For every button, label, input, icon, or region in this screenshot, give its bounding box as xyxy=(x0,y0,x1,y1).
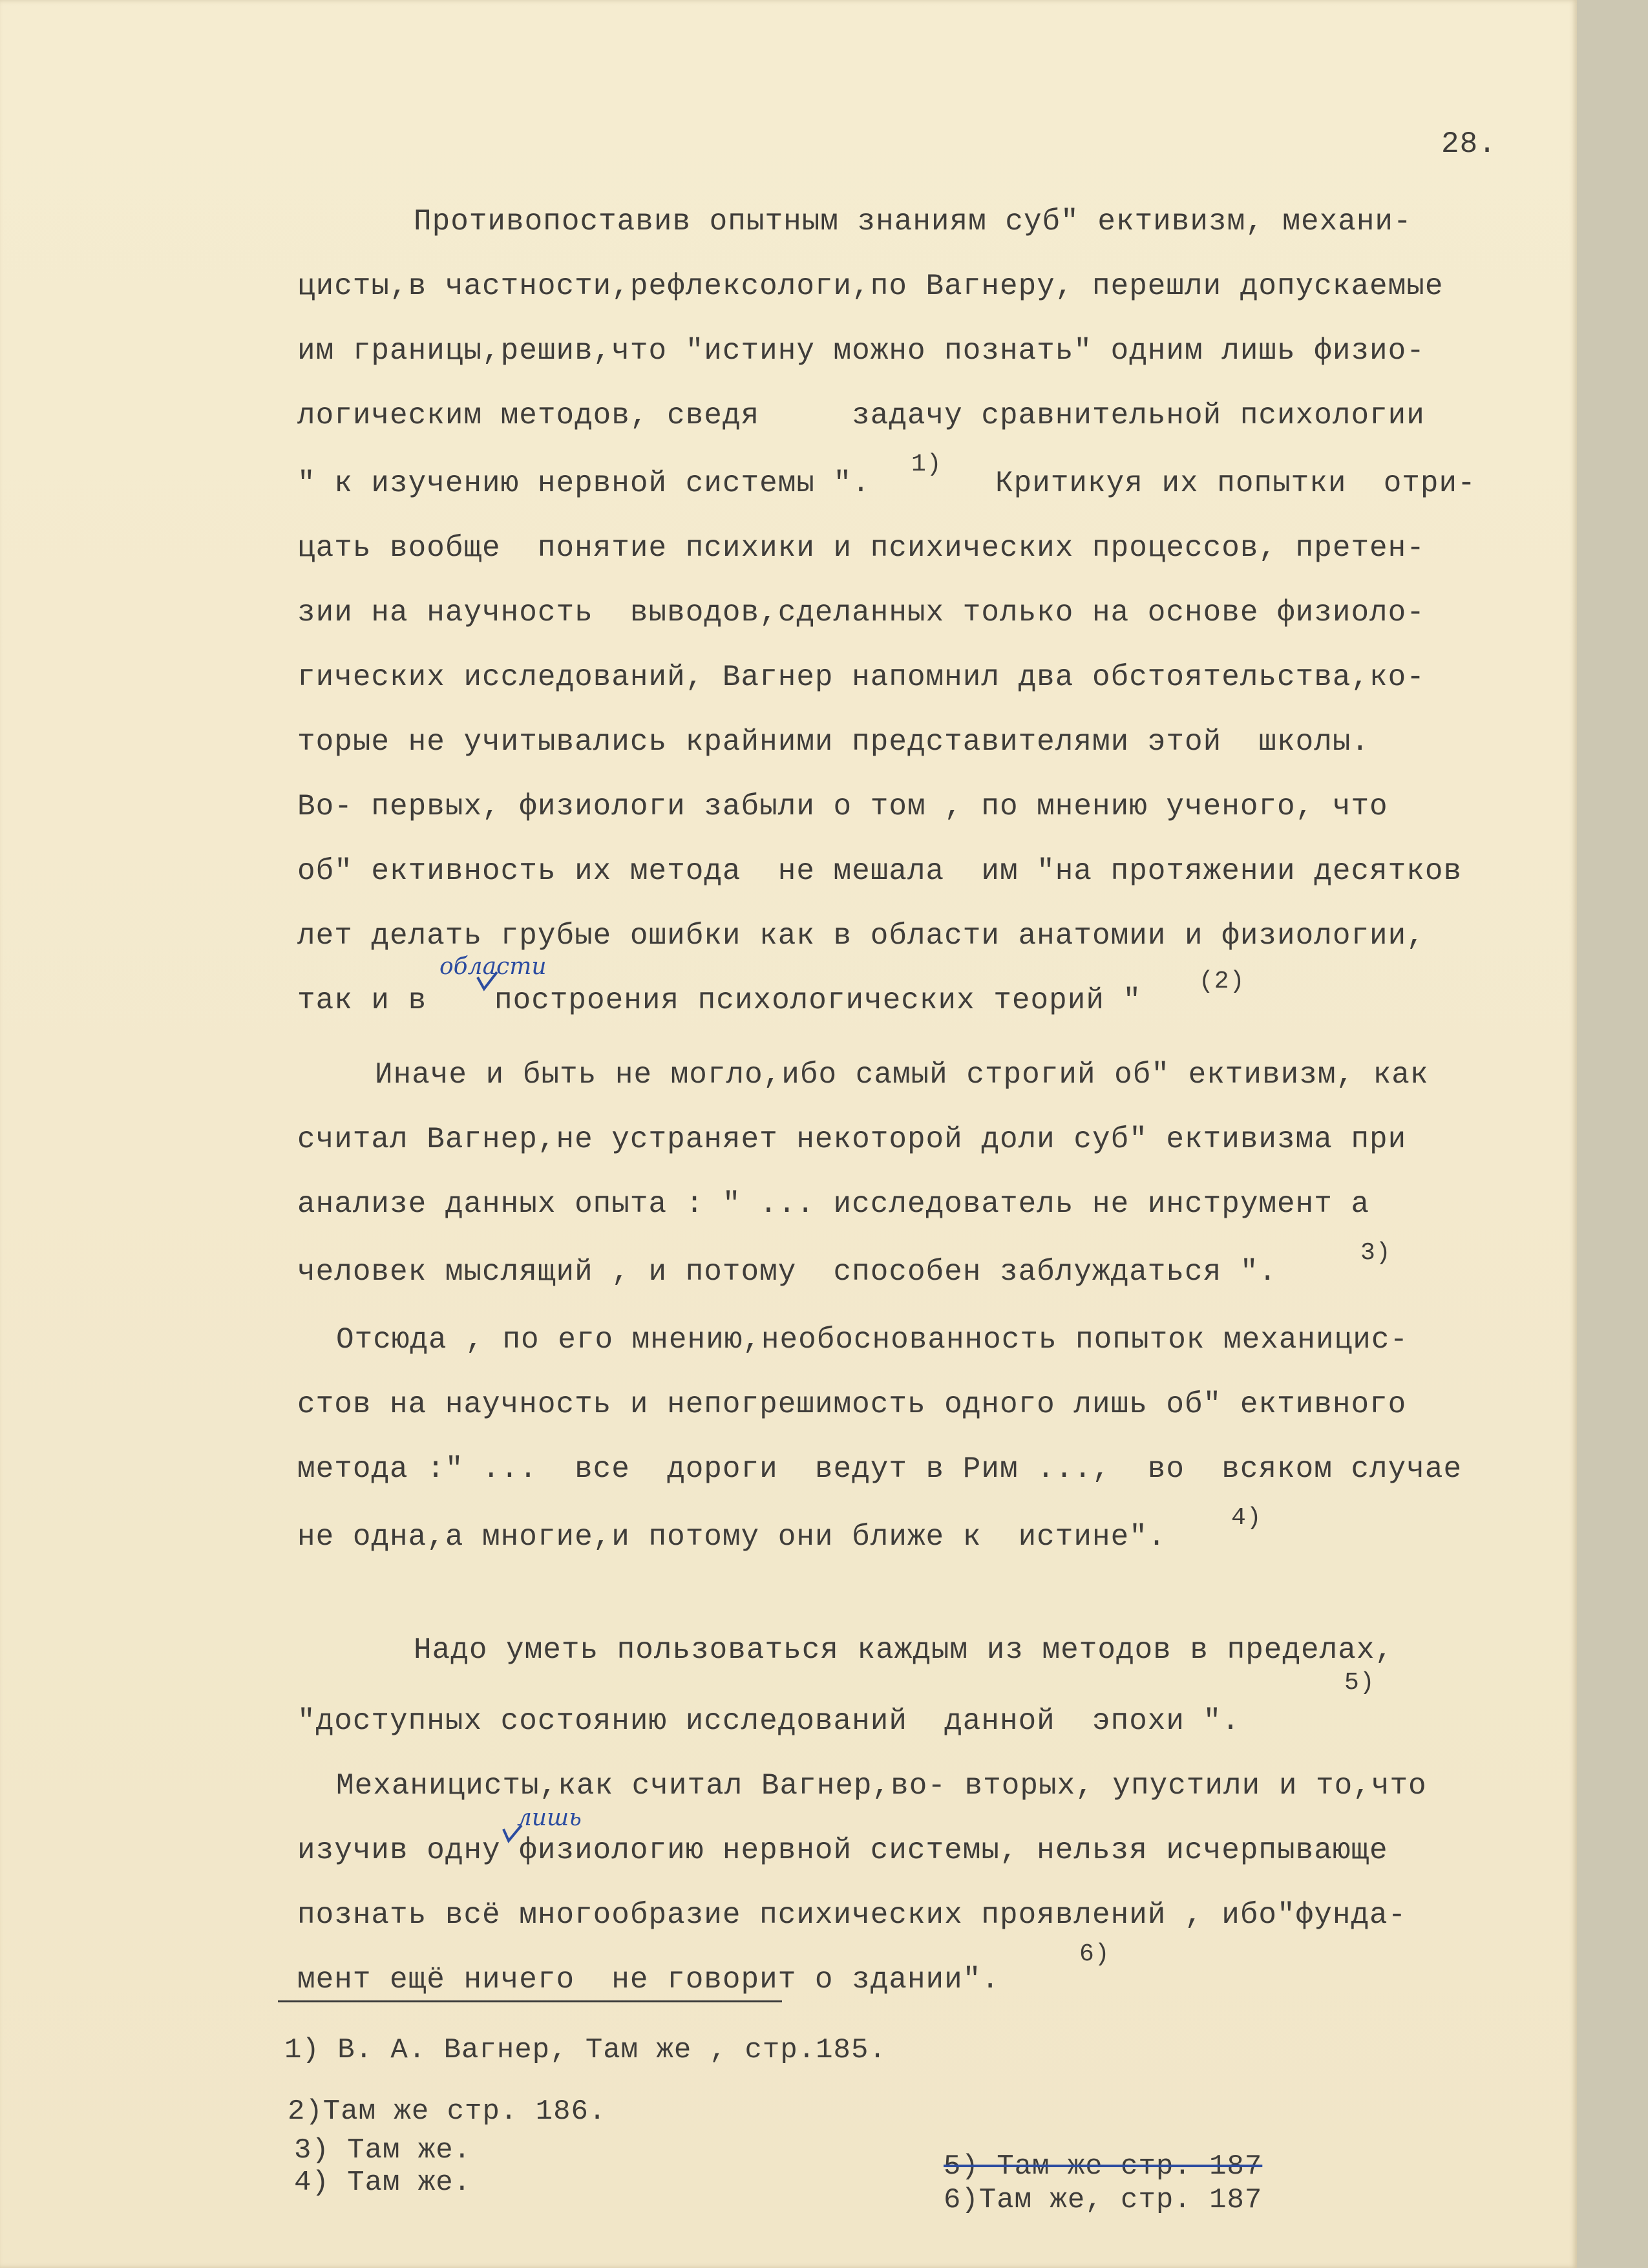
footnote-marker: 5) xyxy=(1344,1669,1375,1697)
text-line: построения психологических теорий " xyxy=(494,984,1160,1017)
text-line: зии на научность выводов,сделанных только на основе физиоло- xyxy=(297,596,1425,630)
footnote-marker: 3) xyxy=(1360,1239,1391,1267)
text-line: об" ективность их метода не мешала им "на протяжении десятков xyxy=(297,854,1463,888)
footnote-separator-line xyxy=(278,2000,782,2002)
footnote: 1) В. А. Вагнер, Там же , стр.185. xyxy=(284,2034,887,2066)
page-number: 28. xyxy=(1441,127,1497,161)
text-line: " к изучению нервной системы ". xyxy=(297,467,871,500)
text-line: Критикуя их попытки отри- xyxy=(995,467,1476,500)
footnote: 5) Там же стр. 187 xyxy=(944,2150,1263,2183)
text-line: изучив одну физиологию нервной системы, нельзя исчерпывающе xyxy=(297,1834,1388,1867)
text-line: Во- первых, физиологи забыли о том , по мнению ученого, что xyxy=(297,790,1388,823)
text-line: не одна,а многие,и потому они ближе к истине". xyxy=(297,1520,1167,1554)
text-line: "доступных состоянию исследований данной эпохи ". xyxy=(297,1704,1240,1738)
text-line: Противопоставив опытным знаниям суб" ективизм, механи- xyxy=(414,205,1412,238)
footnote-marker: 4) xyxy=(1231,1504,1262,1532)
footnote: 3) Там же. xyxy=(294,2134,472,2167)
text-line: анализе данных опыта : " ... исследователь не инструмент а xyxy=(297,1187,1370,1221)
text-line: лет делать грубые ошибки как в области анатомии и физиологии, xyxy=(297,919,1425,953)
text-line: Иначе и быть не могло,ибо самый строгий об" ективизм, как xyxy=(375,1058,1429,1092)
insertion-caret-icon xyxy=(501,1823,524,1846)
insertion-caret-icon xyxy=(475,970,501,995)
footnote: 4) Там же. xyxy=(294,2167,472,2199)
text-line: Надо уметь пользоваться каждым из методов в пределах, xyxy=(414,1633,1394,1667)
text-line: так и в xyxy=(297,984,427,1017)
footnote: 2)Там же стр. 186. xyxy=(288,2095,607,2128)
text-line: стов на научность и непогрешимость одного лишь об" ективного xyxy=(297,1388,1407,1421)
text-line: цать вообще понятие психики и психических процессов, претен- xyxy=(297,531,1425,565)
footnote: 6)Там же, стр. 187 xyxy=(944,2184,1263,2216)
text-line: торые не учитывались крайними представителями этой школы. xyxy=(297,725,1370,759)
text-line: им границы,решив,что "истину можно познать" одним лишь физио- xyxy=(297,334,1425,368)
scan-background-edge xyxy=(1577,0,1648,2268)
handwritten-note: лишь xyxy=(517,1805,582,1831)
text-line: Отсюда , по его мнению,необоснованность попыток механицис- xyxy=(336,1323,1409,1357)
text-line: гических исследований, Вагнер напомнил два обстоятельства,ко- xyxy=(297,661,1425,694)
footnote-marker: 1) xyxy=(911,450,942,478)
text-line: метода :" ... все дороги ведут в Рим ..., во всяком случае xyxy=(297,1452,1463,1486)
text-line: цисты,в частности,рефлексологи,по Вагнеру, перешли допускаемые xyxy=(297,270,1444,303)
text-line: Механицисты,как считал Вагнер,во- вторых, упустили и то,что xyxy=(336,1769,1427,1803)
footnote-marker: (2) xyxy=(1199,968,1245,995)
handwritten-note: области xyxy=(439,953,547,980)
footnote-marker: 6) xyxy=(1079,1940,1110,1968)
text-line: мент ещё ничего не говорит о здании". xyxy=(297,1963,1000,1997)
text-line: логическим методов, сведя задачу сравнительной психологии xyxy=(297,399,1425,432)
text-line: считал Вагнер,не устраняет некоторой доли суб" ективизма при xyxy=(297,1123,1407,1156)
text-line: познать всё многообразие психических проявлений , ибо"фунда- xyxy=(297,1898,1407,1932)
text-line: человек мыслящий , и потому способен заблуждаться ". xyxy=(297,1255,1278,1289)
